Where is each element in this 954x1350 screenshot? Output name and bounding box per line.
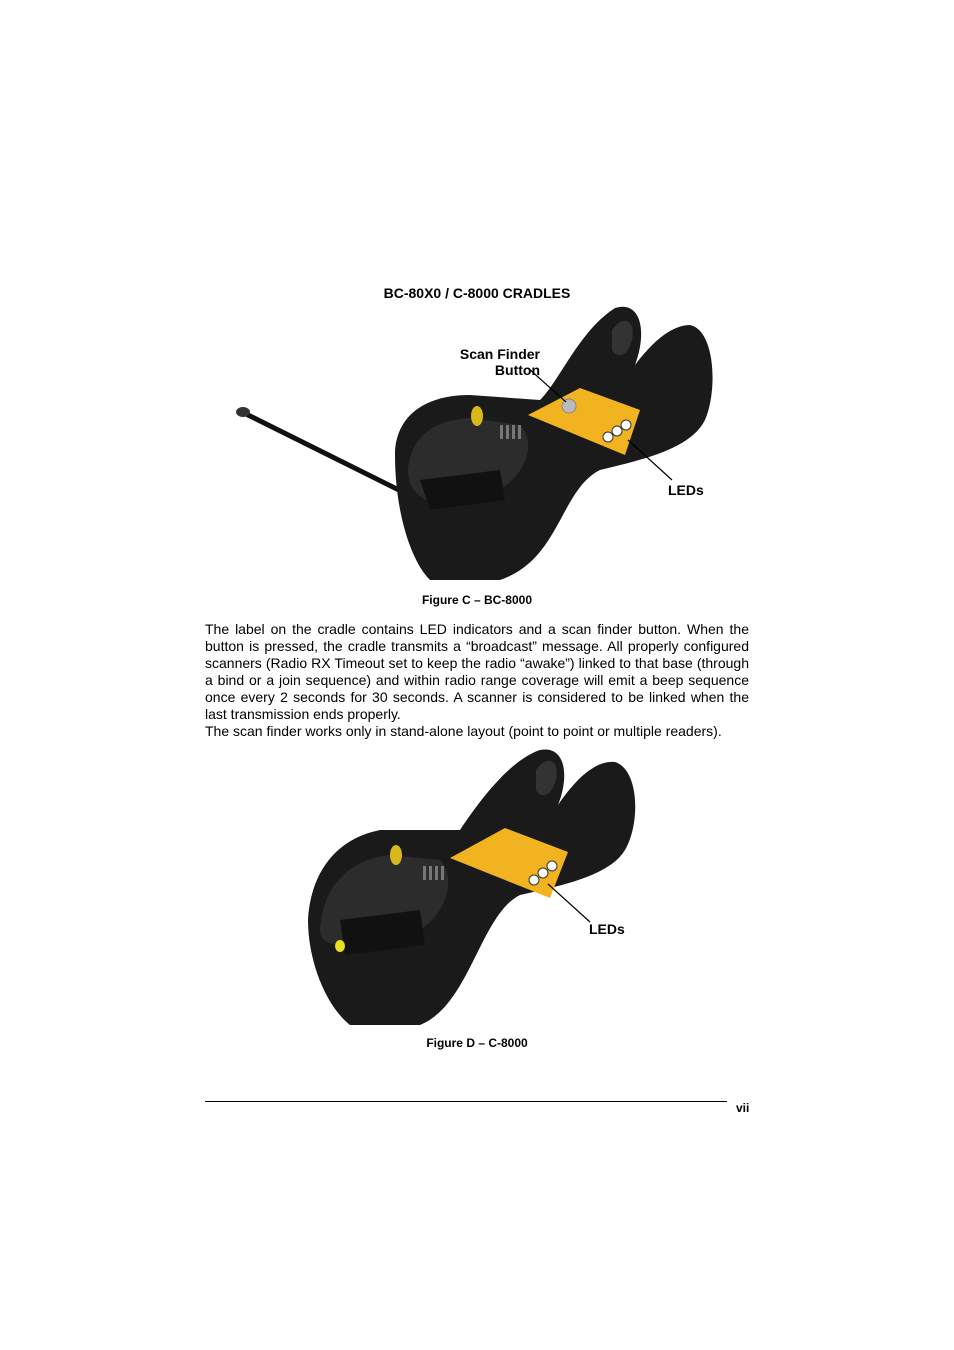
- callout-leds-d: LEDs: [589, 921, 625, 937]
- callout-scan-finder-line2: Button: [494, 362, 540, 378]
- page-number: vii: [736, 1101, 750, 1115]
- figure-d-caption: Figure D – C-8000: [426, 1036, 528, 1050]
- body-text: [205, 621, 749, 740]
- callout-scan-finder-line1: Scan Finder: [459, 346, 540, 362]
- callout-leds-c: LEDs: [668, 482, 704, 498]
- figure-d-c8000-image: [0, 740, 954, 1040]
- section-title: BC-80X0 / C-8000 CRADLES: [383, 285, 571, 301]
- body-paragraph-1: The label on the cradle contains LED indicators and a scan finder button. When the button is pressed, the cradle transmits a “broadcast” message. All properly configured scanners (Radio RX Timeout set to keep the radio “awake”) linked to that base (through a bind or a join sequence) and within radio range coverage will emit a beep sequence once every 2 seconds for 30 seconds. A scanner is considered to be linked when the last transmission ends properly.: [205, 621, 749, 722]
- body-paragraph-2: The scan finder works only in stand-alone layout (point to point or multiple readers).: [205, 723, 722, 739]
- footer-rule: [205, 1101, 727, 1102]
- figure-c-bc8000-image: [0, 0, 954, 600]
- figure-c-caption: Figure C – BC-8000: [421, 593, 533, 607]
